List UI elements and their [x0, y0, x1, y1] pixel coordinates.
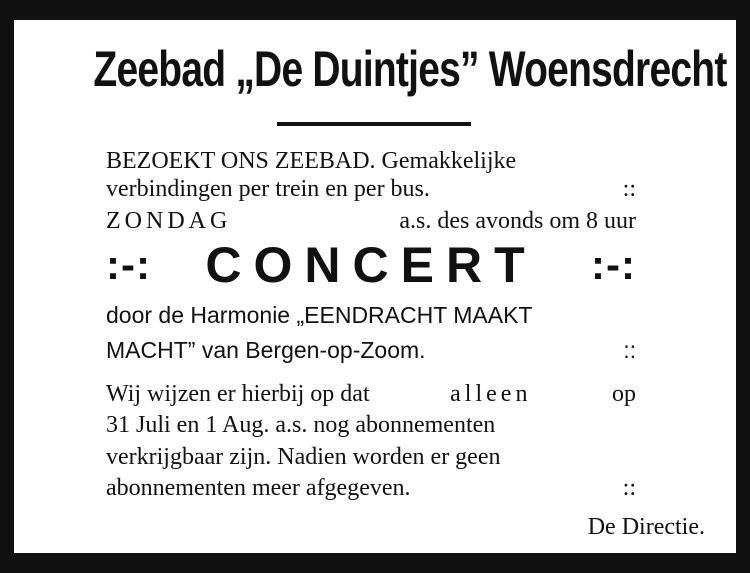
notice-text-1-start: Wij wijzen er hierbij op dat	[106, 381, 370, 407]
concert-word: CONCERT	[205, 237, 537, 293]
advertisement-headline: Zeebad „De Duintjes” Woensdrecht	[93, 41, 727, 97]
notice-line-4	[106, 473, 636, 503]
notice-line-2	[106, 410, 636, 440]
intro-text-1: BEZOEKT ONS ZEEBAD. Gemakkelijke	[106, 148, 517, 174]
notice-emphasis: alleen	[450, 381, 532, 407]
ornament-left: :-:	[106, 241, 151, 288]
frame-left-bar	[0, 0, 14, 573]
line-end-mark: ::	[622, 475, 636, 501]
line-end-mark: ::	[623, 337, 636, 363]
ornament-right: :-:	[591, 241, 636, 288]
harmonie-line-2	[106, 335, 636, 365]
notice-text-3: verkrijgbaar zijn. Nadien worden er geen	[106, 444, 501, 470]
intro-line-1	[106, 146, 636, 176]
sunday-line	[106, 206, 636, 236]
frame-top-bar	[0, 0, 750, 20]
notice-text-1-end: op	[611, 381, 636, 407]
notice-line-1	[106, 379, 636, 409]
notice-text-4: abonnementen meer afgegeven.	[106, 475, 411, 501]
concert-banner	[106, 236, 636, 294]
frame-right-bar	[736, 0, 750, 573]
line-end-mark: ::	[622, 176, 636, 202]
notice-line-3	[106, 442, 636, 472]
harmonie-text-1: door de Harmonie „EENDRACHT MAAKT	[106, 302, 533, 328]
headline-divider	[277, 122, 471, 126]
intro-text-2: verbindingen per trein en per bus.	[106, 176, 430, 202]
notice-text-2: 31 Juli en 1 Aug. a.s. nog abonnementen	[106, 412, 496, 438]
intro-line-2	[106, 174, 636, 204]
sunday-day: ZONDAG	[106, 208, 232, 234]
frame-bottom-bar	[0, 553, 750, 573]
signature: De Directie.	[587, 514, 705, 540]
sunday-time: a.s. des avonds om 8 uur	[399, 208, 636, 234]
harmonie-text-2: MACHT” van Bergen-op-Zoom.	[106, 337, 426, 363]
harmonie-line-1	[106, 300, 636, 330]
